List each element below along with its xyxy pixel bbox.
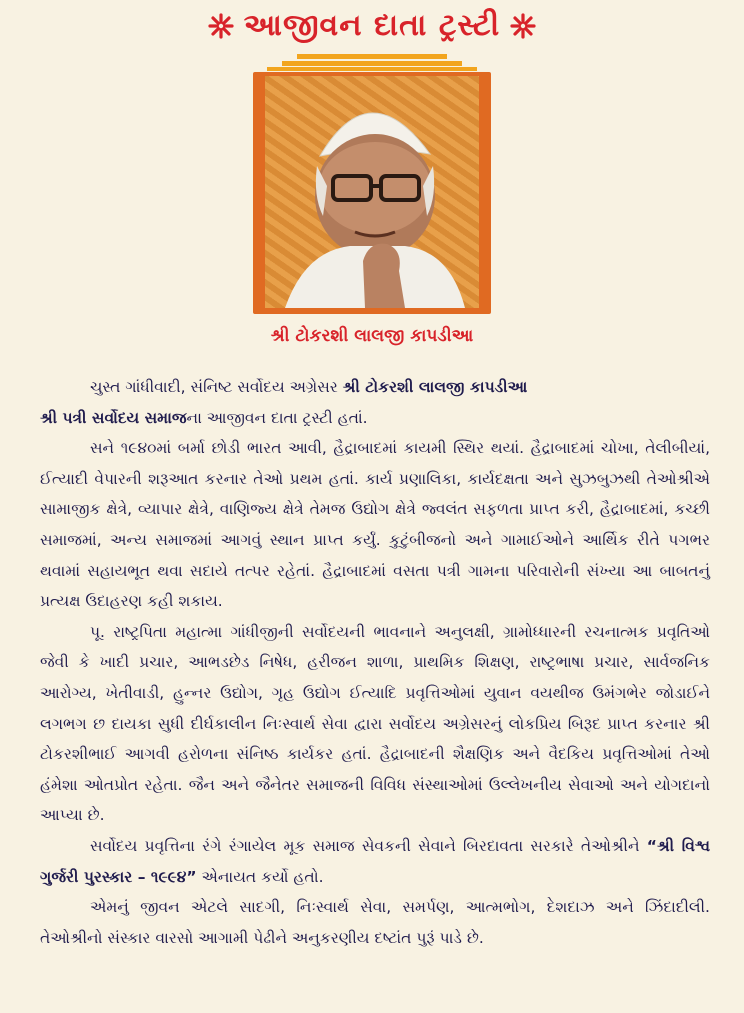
paragraph-service: પૂ. રાષ્ટ્રપિતા મહાત્મા ગાંધીજીની સર્વોદયની ભાવનાને અનુલક્ષી, ગ્રામોધ્ધારની રચનાત્મક પ્રવૃતિઓ જેવી કે ખાદી પ્રચાર, આભડછેડ નિષેધ, હરીજન શાળા, પ્રાથમિક શિક્ષણ, રાષ્ટ્રભાષા પ્રચાર, સાર્વજનિક આરોગ્ય, ખેતીવાડી, હુન્નર ઉદ્યોગ, ગૃહ ઉદ્યોગ ઈત્યાદિ પ્રવૃત્તિઓમાં યુવાન વયથીજ ઉમંગભેર જોડાઈને લગભગ છ દાયકા સુધી દીર્ઘકાલીન નિઃસ્વાર્થ સેવા દ્વારા સર્વોદય અગ્રેસરનું લોકપ્રિય બિરૂદ પ્રાપ્ત કરનાર શ્રી ટોકરશીભાઈ આગવી હરોળના સંનિષ્ઠ કાર્યકર હતાં. હૈદ્રાબાદની શૈક્ષણિક અને વૈદકિય પ્રવૃત્તિઓમાં તેઓ હંમેશા ઓતપ્રોત રહેતા. જૈન અને જૈનેતર સમાજની વિવિધ સંસ્થાઓમાં ઉલ્લેખનીય સેવાઓ અને યોગદાનો આપ્યા છે.: [40, 622, 710, 825]
person-name: શ્રી ટોકરશી લાલજી કાપડીઆ: [342, 378, 528, 396]
page-title: આજીવન દાતા ટ્રસ્ટી: [243, 8, 501, 43]
flower-ornament-icon: [510, 13, 536, 39]
paragraph-intro: [40, 372, 710, 433]
header: [0, 8, 744, 43]
intro-tail: ના આજીવન દાતા ટ્રસ્ટી હતાં.: [186, 408, 368, 427]
paragraph-business: સને ૧૯૪૦માં બર્મા છોડી ભારત આવી, હૈદ્રાબાદમાં કાયમી સ્થિર થયાં. હૈદ્રાબાદમાં ચોખા, તેલીબીયાં, ઈત્યાદી વેપારની શરૂઆત કરનાર તેઓ પ્રથમ હતાં. કાર્ય પ્રણાલિકા, કાર્યદક્ષતા અને સુઝબુઝથી તેઓશ્રીએ સામાજીક ક્ષેત્રે, વ્યાપાર ક્ષેત્રે, વાણિજ્ય ક્ષેત્રે તેમજ ઉદ્યોગ ક્ષેત્રે જ્વલંત સફળતા પ્રાપ્ત કરી, હૈદ્રાબાદમાં, કચ્છી સમાજમાં, અન્ય સમાજમાં આગવું સ્થાન પ્રાપ્ત કર્યું. કુટુંબીજનો અને ગામાઈઓને આર્થિક રીતે પગભર થવામાં સહાયભૂત થવા સદાયે તત્પર રહેતાં. હૈદ્રાબાદમાં વસતા પત્રી ગામના પરિવારોની સંખ્યા આ બાબતનું પ્રત્યક્ષ ઉદાહરણ કહી શકાય.: [40, 439, 710, 611]
award-name: “શ્રી વિશ્વ ગુર્જરી પુરસ્કાર – ૧૯૯૪”: [40, 836, 710, 886]
photo-caption: શ્રી ટોકરશી લાલજી કાપડીઆ: [270, 326, 474, 346]
award-lead: સર્વોદય પ્રવૃત્તિના રંગે રંગાયેલ મૂક સમાજ સેવકની સેવાને બિરદાવતા સરકારે તેઓશ્રીને: [90, 836, 647, 855]
intro-text: ચુસ્ત ગાંધીવાદી, સંનિષ્ટ સર્વોદય અગ્રેસર: [90, 378, 343, 396]
decorative-bar: [0, 67, 744, 71]
flower-ornament-icon: [208, 13, 234, 39]
decorative-bar: [0, 61, 744, 66]
decorative-bar: [0, 54, 744, 59]
article-body: [40, 372, 710, 953]
paragraph-legacy: એમનું જીવન એટલે સાદગી, નિઃસ્વાર્થ સેવા, સમર્પણ, આત્મભોગ, દેશદાઝ અને ઝિંદાદીલી. તેઓશ્રીનો સંસ્કાર વારસો આગામી પેઢીને અનુકરણીય દષ્ટાંત પુરૂં પાડે છે.: [40, 898, 710, 947]
portrait-frame: [253, 72, 491, 314]
award-tail: એનાયત કર્યો હતો.: [196, 867, 324, 886]
paragraph-award: [40, 831, 710, 892]
portrait-photo: [265, 76, 479, 308]
organization-name: શ્રી પત્રી સર્વોદય સમાજ: [40, 408, 187, 427]
